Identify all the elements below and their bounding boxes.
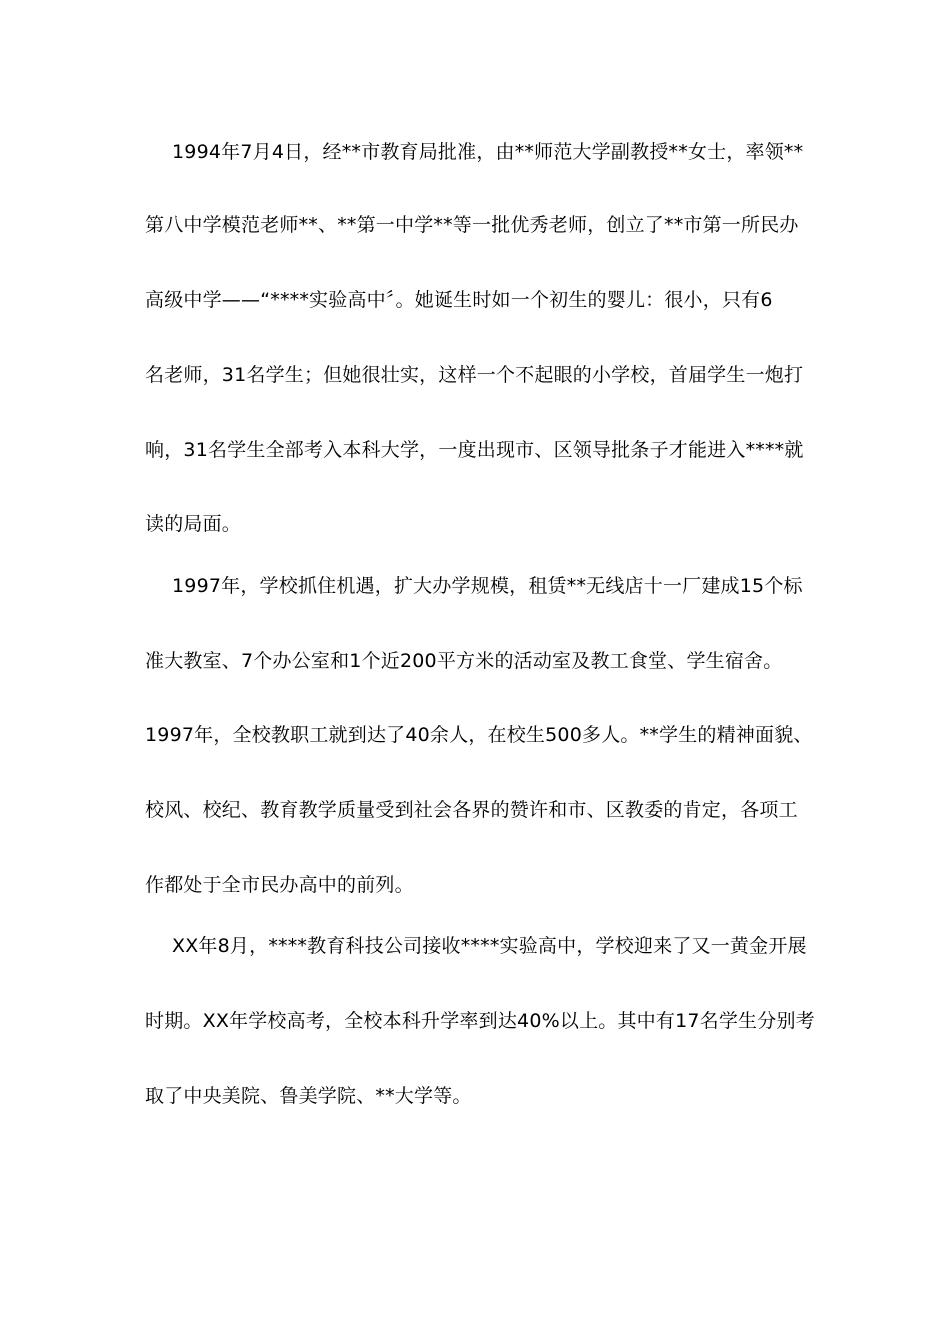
paragraph-1-line-2: 第八中学模范老师**、**第一中学**等一批优秀老师，创立了**市第一所民办 (145, 214, 799, 236)
paragraph-2-line-1: 1997年，学校抓住机遇，扩大办学规模，租赁**无线店十一厂建成15个标 (172, 575, 803, 597)
paragraph-2-line-3: 1997年，全校教职工就到达了40余人，在校生500多人。**学生的精神面貌、 (145, 724, 813, 746)
paragraph-2-line-5: 作都处于全市民办高中的前列。 (145, 874, 414, 896)
paragraph-3-line-2: 时期。XX年学校高考，全校本科升学率到达40%以上。其中有17名学生分别考 (145, 1010, 815, 1032)
paragraph-1-line-6: 读的局面。 (145, 513, 242, 535)
paragraph-2-line-2: 准大教室、7个办公室和1个近200平方米的活动室及教工食堂、学生宿舍。 (145, 650, 783, 672)
paragraph-3-line-3: 取了中央美院、鲁美学院、**大学等。 (145, 1085, 472, 1107)
paragraph-1-line-3: 高级中学——“****实验高中〞。她诞生时如一个初生的婴儿：很小，只有6 (145, 289, 773, 311)
paragraph-1-line-1: 1994年7月4日，经**市教育局批准，由**师范大学副教授**女士，率领** (172, 141, 804, 163)
paragraph-2-line-4: 校风、校纪、教育教学质量受到社会各界的赞许和市、区教委的肯定，各项工 (145, 799, 798, 821)
paragraph-1-line-4: 名老师，31名学生；但她很壮实，这样一个不起眼的小学校，首届学生一炮打 (145, 364, 804, 386)
paragraph-3-line-1: XX年8月，****教育科技公司接收****实验高中，学校迎来了又一黄金开展 (172, 935, 807, 957)
paragraph-1-line-5: 响，31名学生全部考入本科大学，一度出现市、区领导批条子才能进入****就 (145, 439, 804, 461)
